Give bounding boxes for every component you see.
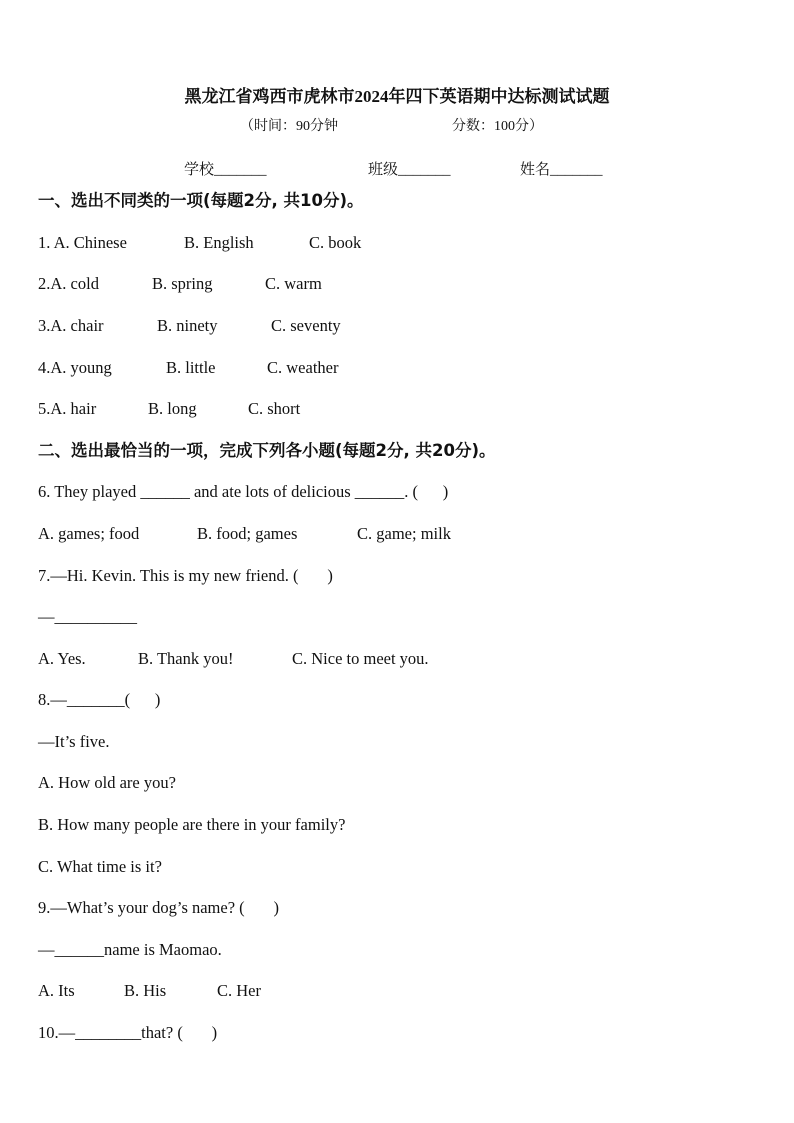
q3-option-b: B. ninety — [157, 316, 218, 335]
q8-option-b: B. How many people are there in your family? — [38, 815, 346, 834]
q1-option-a: 1. A. Chinese — [38, 233, 127, 252]
school-field[interactable]: 学校_______ — [184, 162, 267, 178]
q6-option-c: C. game; milk — [357, 524, 451, 543]
exam-time: （时间：90分钟 — [240, 119, 338, 134]
q4-option-a: 4.A. young — [38, 358, 112, 377]
q9-option-c: C. Her — [217, 981, 261, 1000]
name-field[interactable]: 姓名_______ — [520, 162, 603, 178]
q1-option-b: B. English — [184, 233, 254, 252]
q8-option-c: C. What time is it? — [38, 857, 162, 876]
q9-option-b: B. His — [124, 981, 167, 1000]
q6-option-a: A. games; food — [38, 524, 140, 543]
q7-blank: —__________ — [38, 607, 137, 626]
q10-stem: 10.—________that? ( ) — [38, 1023, 218, 1042]
q8-option-a: A. How old are you? — [38, 773, 176, 792]
q9-stem: 9.—What’s your dog’s name? ( ) — [38, 898, 280, 917]
q7-option-c: C. Nice to meet you. — [292, 649, 429, 668]
q2-option-a: 2.A. cold — [38, 274, 99, 293]
q7-option-a: A. Yes. — [38, 649, 86, 668]
q7-option-b: B. Thank you! — [138, 649, 234, 668]
q5-option-b: B. long — [148, 399, 197, 418]
q5-option-c: C. short — [248, 399, 301, 418]
q7-stem: 7.—Hi. Kevin. This is my new friend. ( ) — [38, 566, 333, 585]
q5-option-a: 5.A. hair — [38, 399, 97, 418]
q6-option-b: B. food; games — [197, 524, 298, 543]
q9-blank: —______name is Maomao. — [38, 940, 222, 959]
q1-option-c: C. book — [309, 233, 362, 252]
q2-option-b: B. spring — [152, 274, 213, 293]
class-field[interactable]: 班级_______ — [368, 162, 451, 178]
q3-option-c: C. seventy — [271, 316, 341, 335]
q3-option-a: 3.A. chair — [38, 316, 104, 335]
q8-answer: —It’s five. — [38, 732, 110, 751]
exam-score: 分数：100分） — [452, 119, 543, 134]
q8-stem: 8.—_______( ) — [38, 690, 161, 709]
q9-option-a: A. Its — [38, 981, 75, 1000]
section-2-heading: 二、选出最恰当的一项，完成下列各小题(每题2分, 共20分)。 — [38, 441, 496, 460]
q4-option-b: B. little — [166, 358, 216, 377]
page-title: 黑龙江省鸡西市虎林市2024年四下英语期中达标测试试题 — [184, 87, 610, 106]
section-1-heading: 一、选出不同类的一项(每题2分, 共10分)。 — [38, 191, 364, 210]
q6-stem: 6. They played ______ and ate lots of delicious ______. ( ) — [38, 482, 449, 501]
q4-option-c: C. weather — [267, 358, 339, 377]
q2-option-c: C. warm — [265, 274, 322, 293]
